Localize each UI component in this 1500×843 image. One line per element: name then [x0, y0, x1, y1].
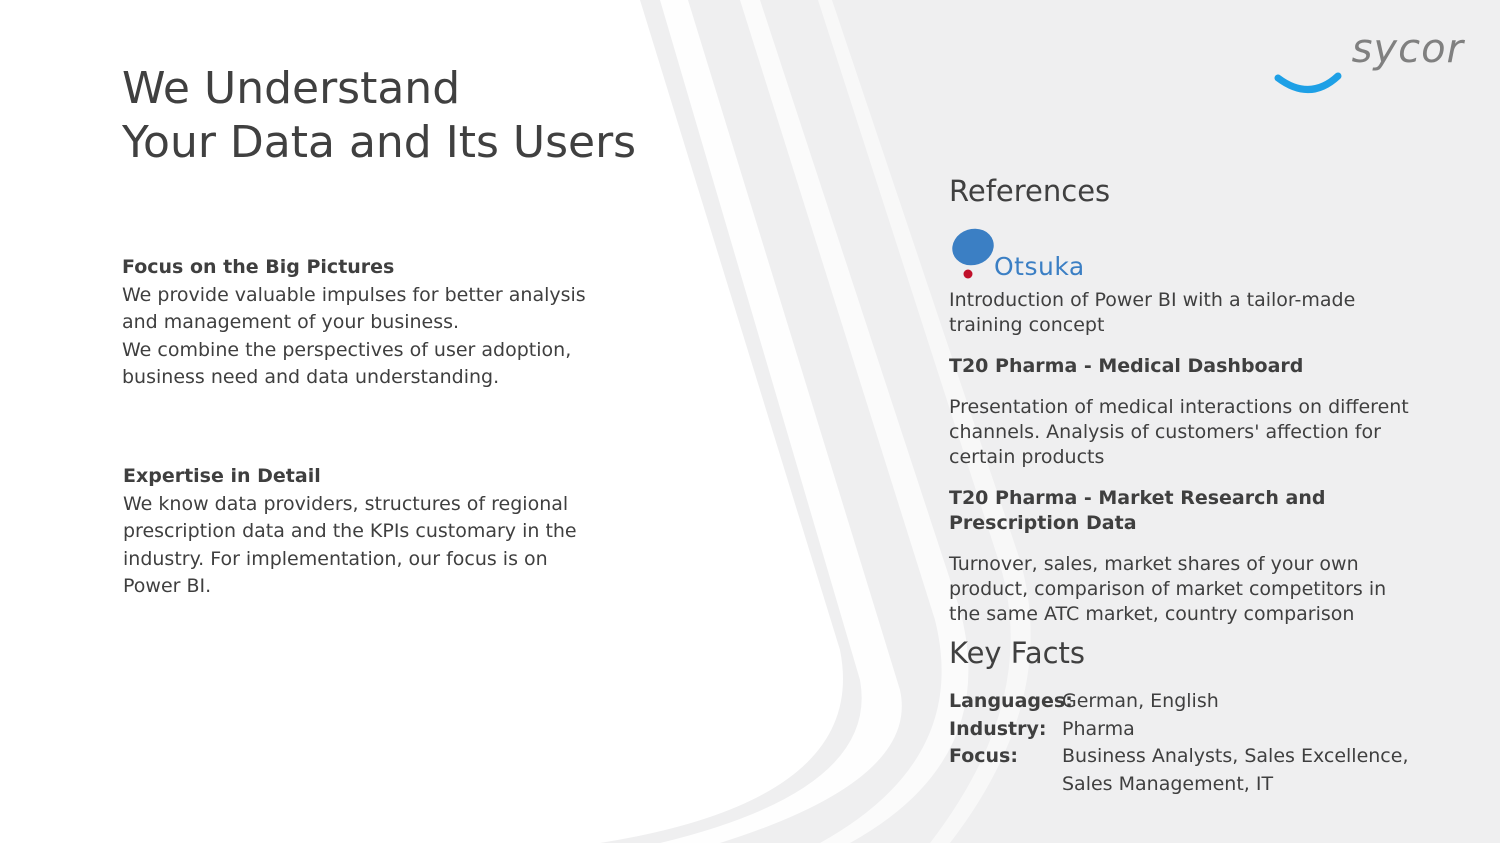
expertise-text: We know data providers, structures of regional prescription data and the KPIs customary in the industry. For implementation, our focus is on Power BI.: [123, 492, 577, 597]
fact-value: German, English: [1062, 690, 1219, 712]
sycor-smile-icon: [1274, 68, 1354, 108]
fact-row-industry: [949, 716, 1422, 744]
fact-row-languages: [949, 688, 1422, 716]
fact-row-focus: [949, 743, 1422, 798]
t20-market-heading: T20 Pharma - Market Research and Prescription Data: [949, 487, 1326, 534]
otsuka-mark-icon: [948, 226, 998, 282]
fact-value: Pharma: [1062, 717, 1135, 740]
expertise-heading: Expertise in Detail: [123, 465, 321, 487]
fact-value: Business Analysts, Sales Excellence, Sales Management, IT: [1062, 745, 1409, 795]
focus-text-1: We provide valuable impulses for better analysis and management of your business.: [122, 283, 586, 333]
fact-label: Industry:: [949, 717, 1047, 740]
references-title: References: [949, 174, 1111, 208]
focus-text-2: We combine the perspectives of user adoption, business need and data understanding.: [122, 338, 572, 388]
t20-market-text: Turnover, sales, market shares of your own product, comparison of market competitors in the same ATC market, country comparison: [949, 553, 1387, 625]
fact-label: Languages:: [949, 690, 1073, 712]
sycor-logo: [1274, 26, 1464, 106]
otsuka-description: Introduction of Power BI with a tailor-made training concept: [949, 289, 1356, 336]
sycor-wordmark: sycor: [1351, 26, 1464, 72]
key-facts-title: Key Facts: [949, 636, 1086, 670]
focus-heading: Focus on the Big Pictures: [122, 256, 395, 278]
t20-medical-heading: T20 Pharma - Medical Dashboard: [949, 355, 1304, 377]
otsuka-logo: [948, 226, 1098, 286]
otsuka-wordmark: Otsuka: [994, 252, 1085, 281]
t20-medical-text: Presentation of medical interactions on different channels. Analysis of customers' affection for certain products: [949, 396, 1409, 468]
title-line-2: Your Data and Its Users: [122, 117, 637, 168]
focus-block: [122, 254, 592, 392]
fact-label: Focus:: [949, 745, 1018, 767]
title-line-1: We Understand: [122, 63, 461, 114]
page-title: [122, 62, 682, 170]
key-facts-list: [949, 688, 1422, 798]
expertise-block: [123, 463, 593, 601]
